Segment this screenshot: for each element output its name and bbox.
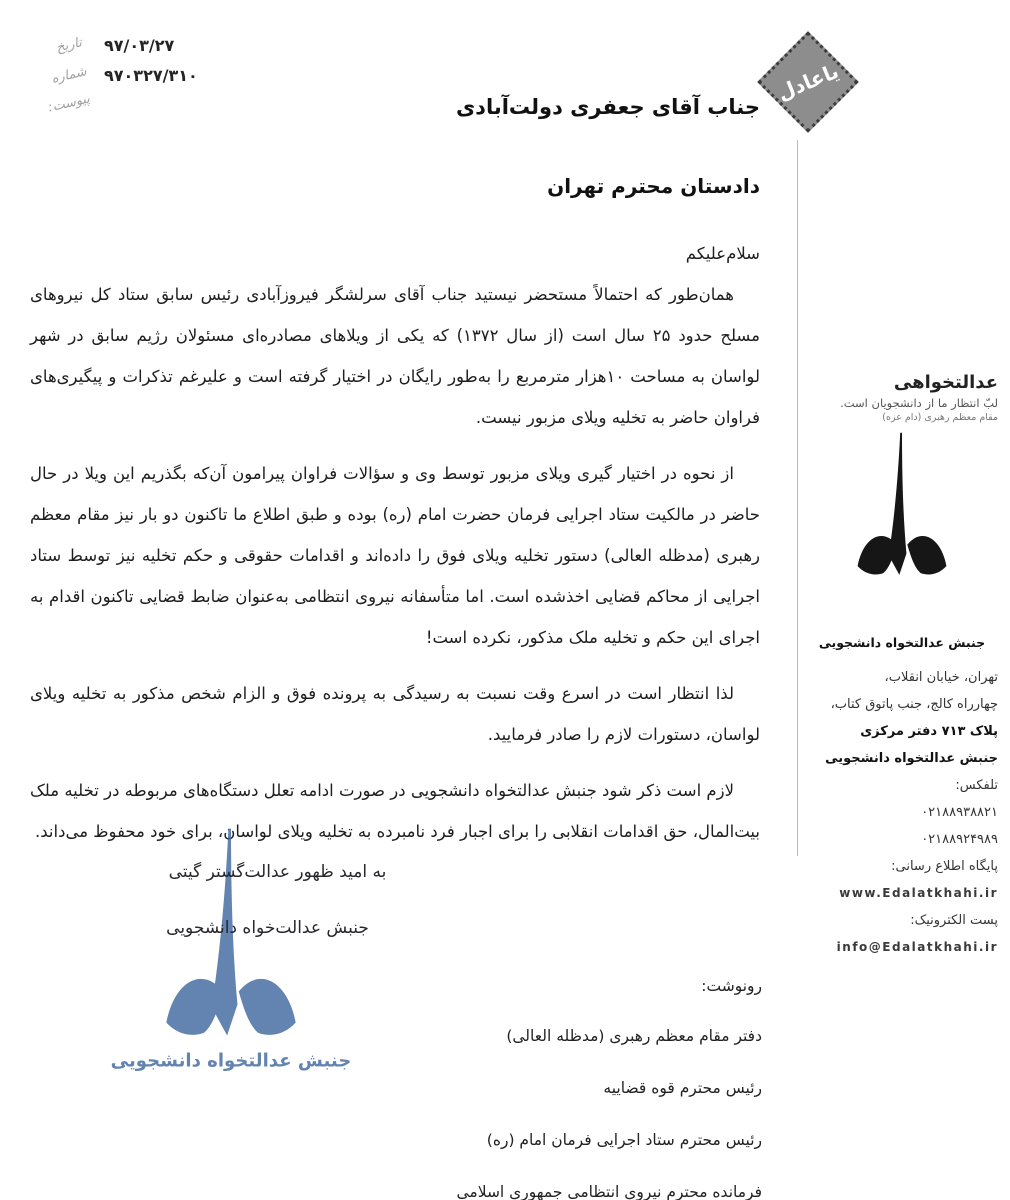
attachment-label: پیوست:: [46, 91, 92, 116]
diamond-stamp-shape: [757, 31, 859, 133]
org-logo-banner: جنبش عدالتخواه دانشجویی: [818, 635, 986, 650]
org-logo: [806, 431, 998, 641]
diamond-stamp: [772, 46, 844, 118]
website-url: www.Edalatkhahi.ir: [839, 886, 998, 900]
signature-org-name: جنبش عدالت‌خواه دانشجویی: [166, 918, 369, 938]
address-line-2: چهارراه کالج، جنب پاتوق کتاب،: [830, 697, 998, 712]
date-label: تاریخ: [54, 35, 84, 56]
sidebar-divider-line: [797, 140, 798, 856]
address-line-4: جنبش عدالتخواه دانشجویی: [825, 751, 998, 766]
cc-item-2: رئیس محترم قوه قضاییه: [603, 1079, 762, 1097]
phone-number-1: ۰۲۱۸۸۹۳۸۸۲۱: [921, 805, 998, 820]
cc-label: رونوشت:: [701, 977, 762, 995]
paragraph-2: از نحوه در اختیار گیری ویلای مزبور توسط وی و سؤالات فراوان پیرامون آن‌که بگذریم این ویلا در حال حاضر در مالکیت ستاد اجرایی فرمان حضرت امام (ره) بوده و طبق اطلاع ما تاکنون دو بار نیز مقام معظم رهبری (مدظله العالی) دستور تخلیه ویلای فوق را داده‌اند و اقدامات حقوقی و حکم تخلیه نیز توسط ستاد اجرایی از محاکم قضایی اخذشده است. اما متأسفانه نیروی انتظامی به‌عنوان ضابط قضایی تاکنون اقدام به اجرای این حکم و تخلیه ملک مذکور، نکرده است!: [30, 464, 760, 647]
svg-text:جنبش عدالتخواه دانشجویی ـ جنبش: [100, 826, 112, 831]
address-line-1: تهران، خیابان انقلاب،: [884, 670, 998, 685]
paragraph-4: لازم است ذکر شود جنبش عدالتخواه دانشجویی در صورت ادامه تعلل دستگاه‌های مربوطه در تخلیه ملک بیت‌المال، حق اقدامات انقلابی را برای اجبار فرد نامبرده به تخلیه ویلای لواسان، برای خود محفوظ می‌داند.: [30, 781, 760, 841]
recipient-title: دادستان محترم تهران: [547, 174, 760, 198]
cc-item-3: رئیس محترم ستاد اجرایی فرمان امام (ره): [486, 1131, 762, 1149]
email-label: پست الکترونیک:: [910, 913, 998, 928]
letter-body: [30, 233, 760, 852]
cc-item-4: فرمانده محترم نیروی انتظامی جمهوری اسلامی: [456, 1183, 762, 1200]
cc-list: [456, 962, 762, 1200]
date-value: ۹۷/۰۳/۲۷: [104, 36, 175, 55]
org-logo-ring-text: [813, 431, 821, 435]
meta-date-row: [40, 36, 230, 55]
signature-stamp-ring-text: [100, 826, 112, 831]
telefax-label: تلفکس:: [955, 778, 998, 793]
paragraph-1: همان‌طور که احتمالاً مستحضر نیستید جناب آقای سرلشگر فیروزآبادی رئیس سابق ستاد کل نیروهای مسلح حدود ۲۵ سال است (از سال ۱۳۷۲) که یکی از ویلاهای مصادره‌ای مسئولان رژیم سابق در شهر لواسان به مساحت ۱۰هزار مترمربع را به‌طور رایگان در اختیار گرفته است و علیرغم تذکرات و پیگیری‌های فراوان حاضر به تخلیه ویلای مزبور نیست.: [30, 285, 760, 427]
org-logo-icon: [813, 431, 991, 637]
svg-text:جنبش عدالتخواه دانشجویی ـ جنبش: [813, 431, 821, 435]
diamond-stamp-text: یاعادل: [773, 58, 843, 106]
letter-main-content: [30, 95, 760, 852]
sidebar-quote-attribution: مقام معظم رهبری (دام عزه): [882, 412, 998, 423]
recipient-name: جناب آقای جعفری دولت‌آبادی: [455, 95, 760, 119]
address-line-3: پلاک ۷۱۳ دفتر مرکزی: [860, 724, 998, 739]
phone-number-2: ۰۲۱۸۸۹۲۴۹۸۹: [921, 832, 998, 847]
number-value: ۹۷۰۳۲۷/۳۱۰: [104, 66, 198, 85]
sidebar-headline: عدالتخواهی: [893, 372, 998, 393]
signature-motto: به امید ظهور عدالت‌گستر گیتی: [168, 862, 387, 882]
meta-number-row: [40, 66, 230, 85]
number-label: شماره: [50, 64, 88, 87]
email-address: info@Edalatkhahi.ir: [836, 940, 998, 954]
cc-item-1: دفتر مقام معظم رهبری (مدظله العالی): [506, 1027, 762, 1045]
sidebar-quote: لبّ انتظار ما از دانشجویان است.: [840, 396, 998, 410]
website-label: پایگاه اطلاع رسانی:: [891, 859, 998, 874]
letterhead-sidebar: [806, 372, 998, 961]
greeting: سلام‌علیکم: [685, 244, 760, 263]
signature-stamp-banner: جنبش عدالتخواه دانشجویی: [110, 1050, 352, 1072]
paragraph-3: لذا انتظار است در اسرع وقت نسبت به رسیدگی به پرونده فوق و الزام شخص مذکور به تخلیه ویلای لواسان، دستورات لازم را صادر فرمایید.: [30, 684, 760, 744]
